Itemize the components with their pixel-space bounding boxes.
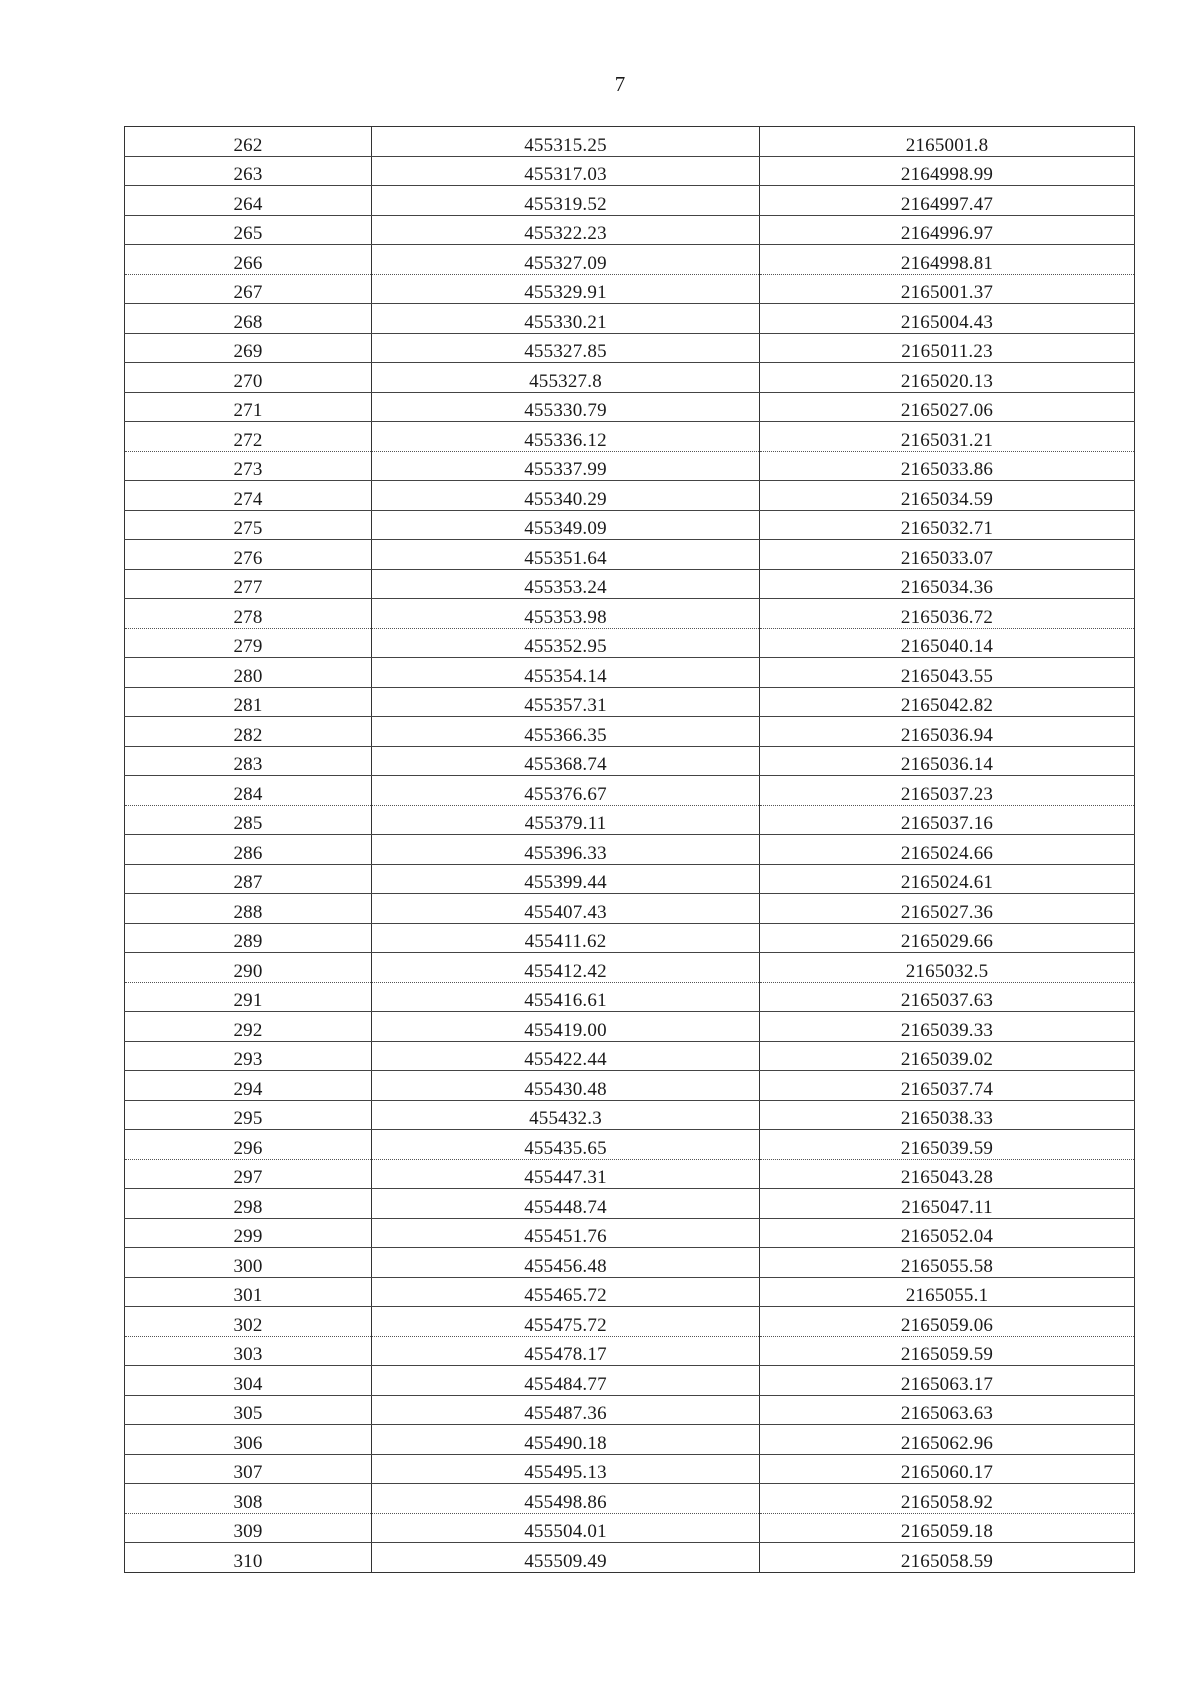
x-coordinate-cell: 455327.09 — [372, 245, 760, 275]
table-row — [125, 186, 1135, 216]
point-number-cell: 299 — [125, 1218, 372, 1248]
table-row — [125, 1366, 1135, 1396]
x-coordinate-cell: 455366.35 — [372, 717, 760, 747]
table-row — [125, 1277, 1135, 1307]
y-coordinate-cell: 2165058.59 — [760, 1543, 1135, 1573]
x-coordinate-cell: 455498.86 — [372, 1484, 760, 1514]
point-number-cell: 272 — [125, 422, 372, 452]
y-coordinate-cell: 2165037.74 — [760, 1071, 1135, 1101]
table-row — [125, 392, 1135, 422]
point-number-cell: 287 — [125, 864, 372, 894]
x-coordinate-cell: 455353.98 — [372, 599, 760, 629]
table-row — [125, 1041, 1135, 1071]
x-coordinate-cell: 455336.12 — [372, 422, 760, 452]
table-row — [125, 1307, 1135, 1337]
y-coordinate-cell: 2165033.86 — [760, 451, 1135, 481]
point-number-cell: 295 — [125, 1100, 372, 1130]
table-row — [125, 599, 1135, 629]
y-coordinate-cell: 2165043.55 — [760, 658, 1135, 688]
point-number-cell: 288 — [125, 894, 372, 924]
x-coordinate-cell: 455319.52 — [372, 186, 760, 216]
y-coordinate-cell: 2165027.36 — [760, 894, 1135, 924]
y-coordinate-cell: 2165059.59 — [760, 1336, 1135, 1366]
point-number-cell: 294 — [125, 1071, 372, 1101]
table-row — [125, 982, 1135, 1012]
table-row — [125, 1395, 1135, 1425]
y-coordinate-cell: 2165055.1 — [760, 1277, 1135, 1307]
table-row — [125, 864, 1135, 894]
table-row — [125, 658, 1135, 688]
x-coordinate-cell: 455432.3 — [372, 1100, 760, 1130]
table-row — [125, 953, 1135, 983]
y-coordinate-cell: 2165033.07 — [760, 540, 1135, 570]
y-coordinate-cell: 2165029.66 — [760, 923, 1135, 953]
point-number-cell: 283 — [125, 746, 372, 776]
point-number-cell: 264 — [125, 186, 372, 216]
x-coordinate-cell: 455327.85 — [372, 333, 760, 363]
table-row — [125, 1100, 1135, 1130]
point-number-cell: 301 — [125, 1277, 372, 1307]
x-coordinate-cell: 455354.14 — [372, 658, 760, 688]
x-coordinate-cell: 455478.17 — [372, 1336, 760, 1366]
point-number-cell: 262 — [125, 127, 372, 157]
point-number-cell: 296 — [125, 1130, 372, 1160]
x-coordinate-cell: 455495.13 — [372, 1454, 760, 1484]
table-row — [125, 628, 1135, 658]
table-row — [125, 1454, 1135, 1484]
table-row — [125, 923, 1135, 953]
point-number-cell: 293 — [125, 1041, 372, 1071]
y-coordinate-cell: 2164996.97 — [760, 215, 1135, 245]
x-coordinate-cell: 455317.03 — [372, 156, 760, 186]
y-coordinate-cell: 2165052.04 — [760, 1218, 1135, 1248]
x-coordinate-cell: 455475.72 — [372, 1307, 760, 1337]
x-coordinate-cell: 455327.8 — [372, 363, 760, 393]
table-row — [125, 687, 1135, 717]
x-coordinate-cell: 455447.31 — [372, 1159, 760, 1189]
x-coordinate-cell: 455357.31 — [372, 687, 760, 717]
point-number-cell: 304 — [125, 1366, 372, 1396]
point-number-cell: 269 — [125, 333, 372, 363]
table-row — [125, 894, 1135, 924]
page-number: 7 — [614, 72, 626, 96]
x-coordinate-cell: 455379.11 — [372, 805, 760, 835]
y-coordinate-cell: 2165043.28 — [760, 1159, 1135, 1189]
y-coordinate-cell: 2165031.21 — [760, 422, 1135, 452]
x-coordinate-cell: 455322.23 — [372, 215, 760, 245]
x-coordinate-cell: 455399.44 — [372, 864, 760, 894]
x-coordinate-cell: 455416.61 — [372, 982, 760, 1012]
y-coordinate-cell: 2165036.14 — [760, 746, 1135, 776]
x-coordinate-cell: 455315.25 — [372, 127, 760, 157]
x-coordinate-cell: 455411.62 — [372, 923, 760, 953]
coordinate-table — [124, 126, 1135, 1573]
point-number-cell: 298 — [125, 1189, 372, 1219]
table-row — [125, 333, 1135, 363]
y-coordinate-cell: 2165027.06 — [760, 392, 1135, 422]
x-coordinate-cell: 455337.99 — [372, 451, 760, 481]
point-number-cell: 268 — [125, 304, 372, 334]
y-coordinate-cell: 2165024.66 — [760, 835, 1135, 865]
table-row — [125, 540, 1135, 570]
point-number-cell: 290 — [125, 953, 372, 983]
y-coordinate-cell: 2165038.33 — [760, 1100, 1135, 1130]
table-row — [125, 746, 1135, 776]
point-number-cell: 284 — [125, 776, 372, 806]
y-coordinate-cell: 2165036.94 — [760, 717, 1135, 747]
table-row — [125, 1248, 1135, 1278]
table-row — [125, 805, 1135, 835]
y-coordinate-cell: 2165055.58 — [760, 1248, 1135, 1278]
y-coordinate-cell: 2164997.47 — [760, 186, 1135, 216]
point-number-cell: 275 — [125, 510, 372, 540]
table-row — [125, 363, 1135, 393]
table-row — [125, 274, 1135, 304]
x-coordinate-cell: 455484.77 — [372, 1366, 760, 1396]
y-coordinate-cell: 2165037.63 — [760, 982, 1135, 1012]
table-row — [125, 422, 1135, 452]
y-coordinate-cell: 2165039.02 — [760, 1041, 1135, 1071]
table-row — [125, 1484, 1135, 1514]
point-number-cell: 276 — [125, 540, 372, 570]
y-coordinate-cell: 2165063.17 — [760, 1366, 1135, 1396]
point-number-cell: 308 — [125, 1484, 372, 1514]
x-coordinate-cell: 455376.67 — [372, 776, 760, 806]
point-number-cell: 263 — [125, 156, 372, 186]
point-number-cell: 271 — [125, 392, 372, 422]
y-coordinate-cell: 2165001.8 — [760, 127, 1135, 157]
y-coordinate-cell: 2165042.82 — [760, 687, 1135, 717]
y-coordinate-cell: 2165020.13 — [760, 363, 1135, 393]
x-coordinate-cell: 455353.24 — [372, 569, 760, 599]
point-number-cell: 267 — [125, 274, 372, 304]
y-coordinate-cell: 2165032.5 — [760, 953, 1135, 983]
point-number-cell: 282 — [125, 717, 372, 747]
table-row — [125, 1513, 1135, 1543]
point-number-cell: 281 — [125, 687, 372, 717]
table-row — [125, 1425, 1135, 1455]
x-coordinate-cell: 455422.44 — [372, 1041, 760, 1071]
y-coordinate-cell: 2165011.23 — [760, 333, 1135, 363]
y-coordinate-cell: 2165037.23 — [760, 776, 1135, 806]
y-coordinate-cell: 2165060.17 — [760, 1454, 1135, 1484]
y-coordinate-cell: 2165059.18 — [760, 1513, 1135, 1543]
table-row — [125, 304, 1135, 334]
table-row — [125, 1130, 1135, 1160]
table-row — [125, 1012, 1135, 1042]
y-coordinate-cell: 2165001.37 — [760, 274, 1135, 304]
point-number-cell: 265 — [125, 215, 372, 245]
table-row — [125, 835, 1135, 865]
x-coordinate-cell: 455330.21 — [372, 304, 760, 334]
x-coordinate-cell: 455509.49 — [372, 1543, 760, 1573]
point-number-cell: 291 — [125, 982, 372, 1012]
table-row — [125, 481, 1135, 511]
table-row — [125, 776, 1135, 806]
x-coordinate-cell: 455487.36 — [372, 1395, 760, 1425]
table-row — [125, 156, 1135, 186]
point-number-cell: 274 — [125, 481, 372, 511]
x-coordinate-cell: 455329.91 — [372, 274, 760, 304]
y-coordinate-cell: 2164998.81 — [760, 245, 1135, 275]
table-row — [125, 1336, 1135, 1366]
x-coordinate-cell: 455349.09 — [372, 510, 760, 540]
point-number-cell: 307 — [125, 1454, 372, 1484]
y-coordinate-cell: 2165039.59 — [760, 1130, 1135, 1160]
x-coordinate-cell: 455430.48 — [372, 1071, 760, 1101]
y-coordinate-cell: 2165058.92 — [760, 1484, 1135, 1514]
point-number-cell: 289 — [125, 923, 372, 953]
y-coordinate-cell: 2165034.36 — [760, 569, 1135, 599]
table-row — [125, 245, 1135, 275]
table-row — [125, 1218, 1135, 1248]
x-coordinate-cell: 455451.76 — [372, 1218, 760, 1248]
x-coordinate-cell: 455412.42 — [372, 953, 760, 983]
point-number-cell: 286 — [125, 835, 372, 865]
point-number-cell: 302 — [125, 1307, 372, 1337]
y-coordinate-cell: 2165059.06 — [760, 1307, 1135, 1337]
point-number-cell: 300 — [125, 1248, 372, 1278]
point-number-cell: 297 — [125, 1159, 372, 1189]
x-coordinate-cell: 455396.33 — [372, 835, 760, 865]
table-row — [125, 717, 1135, 747]
y-coordinate-cell: 2165032.71 — [760, 510, 1135, 540]
table-row — [125, 127, 1135, 157]
y-coordinate-cell: 2165047.11 — [760, 1189, 1135, 1219]
x-coordinate-cell: 455465.72 — [372, 1277, 760, 1307]
x-coordinate-cell: 455448.74 — [372, 1189, 760, 1219]
y-coordinate-cell: 2165004.43 — [760, 304, 1135, 334]
y-coordinate-cell: 2165036.72 — [760, 599, 1135, 629]
y-coordinate-cell: 2164998.99 — [760, 156, 1135, 186]
table-row — [125, 451, 1135, 481]
x-coordinate-cell: 455435.65 — [372, 1130, 760, 1160]
point-number-cell: 266 — [125, 245, 372, 275]
coordinate-table-body — [125, 127, 1135, 1573]
point-number-cell: 309 — [125, 1513, 372, 1543]
x-coordinate-cell: 455352.95 — [372, 628, 760, 658]
table-row — [125, 510, 1135, 540]
y-coordinate-cell: 2165040.14 — [760, 628, 1135, 658]
x-coordinate-cell: 455368.74 — [372, 746, 760, 776]
table-row — [125, 569, 1135, 599]
x-coordinate-cell: 455419.00 — [372, 1012, 760, 1042]
y-coordinate-cell: 2165024.61 — [760, 864, 1135, 894]
y-coordinate-cell: 2165063.63 — [760, 1395, 1135, 1425]
point-number-cell: 277 — [125, 569, 372, 599]
point-number-cell: 270 — [125, 363, 372, 393]
table-row — [125, 1159, 1135, 1189]
point-number-cell: 285 — [125, 805, 372, 835]
y-coordinate-cell: 2165039.33 — [760, 1012, 1135, 1042]
point-number-cell: 273 — [125, 451, 372, 481]
point-number-cell: 292 — [125, 1012, 372, 1042]
table-row — [125, 215, 1135, 245]
point-number-cell: 279 — [125, 628, 372, 658]
x-coordinate-cell: 455490.18 — [372, 1425, 760, 1455]
point-number-cell: 278 — [125, 599, 372, 629]
point-number-cell: 280 — [125, 658, 372, 688]
y-coordinate-cell: 2165062.96 — [760, 1425, 1135, 1455]
y-coordinate-cell: 2165037.16 — [760, 805, 1135, 835]
x-coordinate-cell: 455407.43 — [372, 894, 760, 924]
x-coordinate-cell: 455456.48 — [372, 1248, 760, 1278]
point-number-cell: 306 — [125, 1425, 372, 1455]
point-number-cell: 305 — [125, 1395, 372, 1425]
x-coordinate-cell: 455504.01 — [372, 1513, 760, 1543]
table-row — [125, 1543, 1135, 1573]
table-row — [125, 1071, 1135, 1101]
x-coordinate-cell: 455340.29 — [372, 481, 760, 511]
y-coordinate-cell: 2165034.59 — [760, 481, 1135, 511]
table-row — [125, 1189, 1135, 1219]
point-number-cell: 303 — [125, 1336, 372, 1366]
x-coordinate-cell: 455330.79 — [372, 392, 760, 422]
x-coordinate-cell: 455351.64 — [372, 540, 760, 570]
point-number-cell: 310 — [125, 1543, 372, 1573]
